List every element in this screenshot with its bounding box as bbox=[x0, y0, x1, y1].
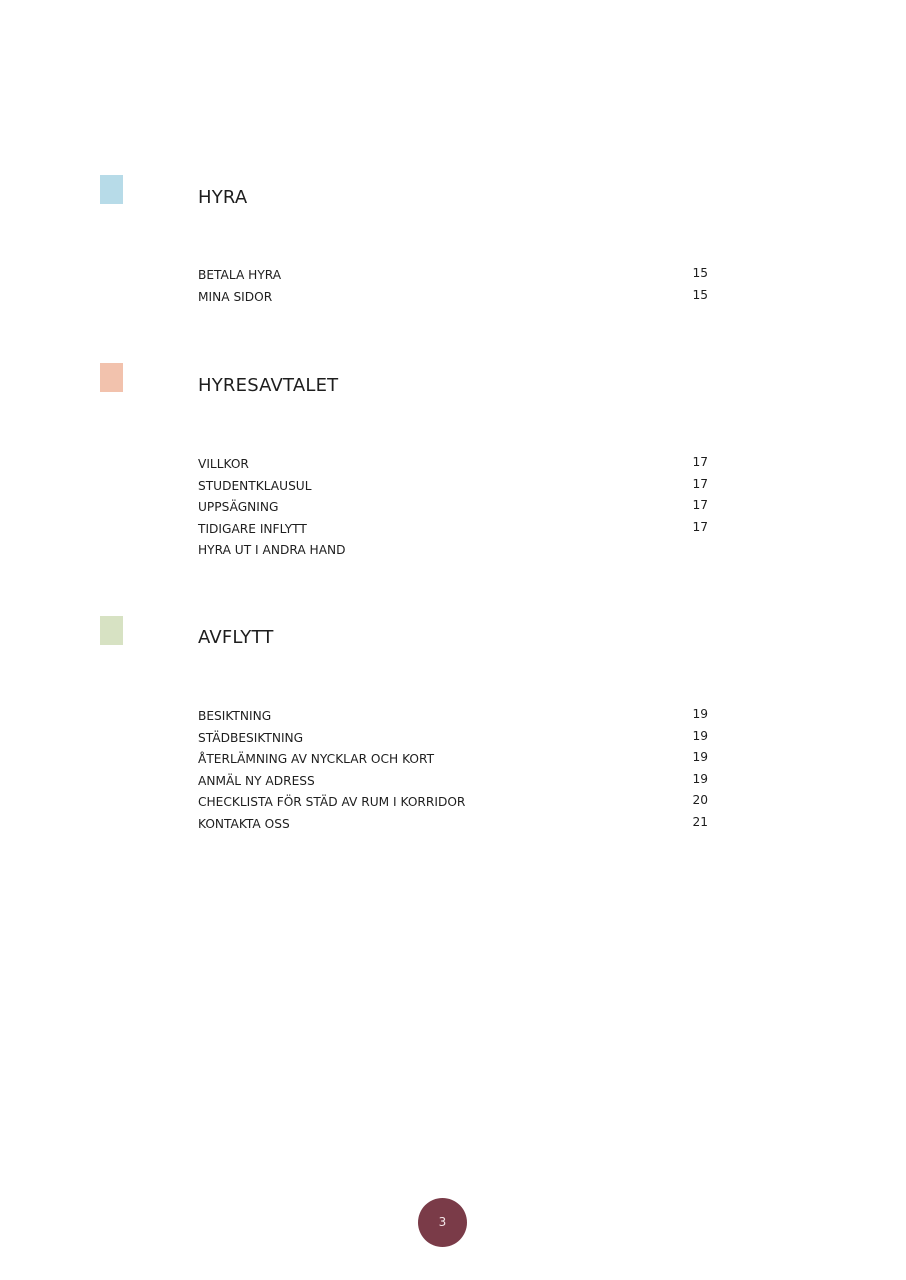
toc-entry[interactable] bbox=[198, 287, 708, 309]
toc-entry-label: STÄDBESIKTNING bbox=[198, 730, 304, 745]
toc-entry-page: 21 bbox=[692, 814, 708, 829]
toc-entry-label: UPPSÄGNING bbox=[198, 500, 279, 515]
toc-entry[interactable] bbox=[198, 540, 708, 562]
toc-entry-label: STUDENTKLAUSUL bbox=[198, 478, 312, 493]
toc-entry-page: 15 bbox=[692, 266, 708, 280]
toc-entry[interactable] bbox=[198, 454, 708, 476]
toc-entry-page: 17 bbox=[692, 455, 708, 469]
toc-entry[interactable] bbox=[198, 476, 708, 498]
section-heading: AVFLYTT bbox=[198, 627, 274, 648]
section-color-marker bbox=[100, 616, 123, 645]
toc-entry-label: ÅTERLÄMNING AV NYCKLAR OCH KORT bbox=[198, 752, 435, 767]
toc-list bbox=[198, 706, 708, 836]
toc-entry-label: BESIKTNING bbox=[198, 709, 272, 723]
toc-entry[interactable] bbox=[198, 497, 708, 519]
toc-list bbox=[198, 454, 708, 562]
page-number-badge: 3 bbox=[418, 1198, 467, 1247]
toc-entry[interactable] bbox=[198, 728, 708, 750]
toc-entry-page: 19 bbox=[692, 707, 708, 721]
toc-entry-page: 17 bbox=[692, 519, 708, 534]
section-heading: HYRESAVTALET bbox=[198, 375, 339, 396]
toc-list bbox=[198, 265, 708, 308]
toc-entry-page: 19 bbox=[692, 750, 708, 765]
toc-entry[interactable] bbox=[198, 706, 708, 728]
toc-entry[interactable] bbox=[198, 749, 708, 771]
section-color-marker bbox=[100, 363, 123, 392]
toc-entry-page: 19 bbox=[692, 728, 708, 743]
toc-entry-label: VILLKOR bbox=[198, 457, 249, 471]
toc-entry-label: KONTAKTA OSS bbox=[198, 816, 290, 831]
toc-entry[interactable] bbox=[198, 792, 708, 814]
toc-entry[interactable] bbox=[198, 265, 708, 287]
toc-entry[interactable] bbox=[198, 771, 708, 793]
toc-entry-label: HYRA UT I ANDRA HAND bbox=[198, 543, 346, 558]
toc-entry-label: CHECKLISTA FÖR STÄD AV RUM I KORRIDOR bbox=[198, 795, 466, 810]
toc-entry-page: 19 bbox=[692, 771, 708, 786]
toc-entry-page: 17 bbox=[692, 498, 708, 513]
toc-entry-page: 15 bbox=[692, 287, 708, 302]
toc-entry[interactable] bbox=[198, 814, 708, 836]
section-heading: HYRA bbox=[198, 187, 248, 208]
toc-entry-page: 17 bbox=[692, 476, 708, 491]
section-color-marker bbox=[100, 175, 123, 204]
toc-entry-label: MINA SIDOR bbox=[198, 289, 273, 304]
toc-entry-label: TIDIGARE INFLYTT bbox=[198, 521, 307, 536]
toc-entry-label: BETALA HYRA bbox=[198, 268, 282, 282]
toc-entry[interactable] bbox=[198, 519, 708, 541]
toc-entry-page: 20 bbox=[692, 793, 708, 808]
toc-entry-label: ANMÄL NY ADRESS bbox=[198, 773, 315, 788]
